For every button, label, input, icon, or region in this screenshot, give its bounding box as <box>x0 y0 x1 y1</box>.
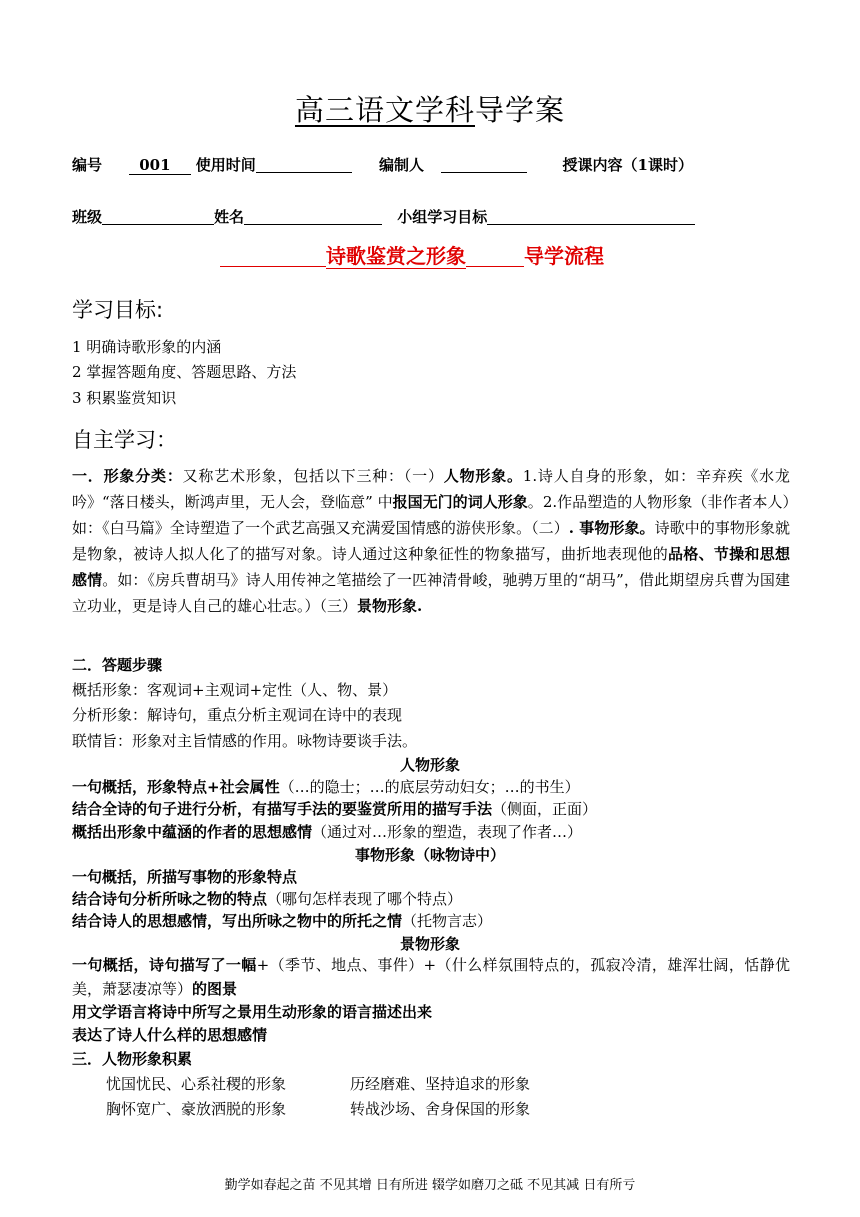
goals-heading: 学习目标: <box>72 298 164 322</box>
scene-heading: 景物形象 <box>399 935 460 953</box>
name-label: 姓名 <box>214 208 245 226</box>
text-run: 结合诗人的思想感情，写出所咏之物中的所托之情 <box>72 912 403 930</box>
step-item: 联情旨：形象对主旨情感的作用。咏物诗要谈手法。 <box>72 732 418 750</box>
text-run: 结合全诗的句子进行分析，有描写手法的要鉴赏所用的描写手法 <box>72 800 493 818</box>
emphasis: 品格、节操和思想感情 <box>72 545 790 589</box>
flow-title <box>220 240 604 269</box>
title-underlined: 高三语文学科 <box>294 93 475 127</box>
text-run: 一句概括，诗句描写了一幅 <box>72 956 257 974</box>
accum-item: 胸怀宽广、豪放洒脱的形象 <box>106 1100 287 1118</box>
title-rest: 导学案 <box>475 93 566 127</box>
text-run: 。如：《房兵曹胡马》诗人用传神之笔描绘了一匹神清骨峻，驰骋万里的“胡马”，借此期望房兵曹为国建立功业，更是诗人自己的雄心壮志。）（三） <box>72 571 790 615</box>
scene-line: 用文学语言将诗中所写之景用生动形象的语言描述出来 <box>72 1003 433 1021</box>
flow-blank <box>220 246 326 267</box>
text-run: 结合诗句分析所咏之物的特点 <box>72 890 268 908</box>
page-title <box>0 88 860 129</box>
classification-label: 一．形象分类： <box>72 467 183 485</box>
scene-image-term: 景物形象. <box>357 597 423 615</box>
thing-line: 一句概括，所描写事物的形象特点 <box>72 868 298 886</box>
time-blank <box>256 156 352 173</box>
thing-heading: 事物形象（咏物诗中） <box>354 846 505 864</box>
text-run: （托物言志） <box>402 912 493 930</box>
text-run: 一句概括，形象特点+社会属性 <box>72 778 280 796</box>
text-run: 1.诗人自身的形象，如：辛弃疾《水龙吟》“落日楼头，断鸿声里，无人会，登临意” 中 <box>72 467 790 511</box>
time-label: 使用时间 <box>195 156 256 174</box>
no-label: 编号 <box>72 156 103 174</box>
person-line <box>72 777 580 797</box>
goal-item: 2 掌握答题角度、答题思路、方法 <box>72 363 297 381</box>
class-label: 班级 <box>72 208 103 226</box>
emphasis: 报国无门的词人形象 <box>392 493 528 511</box>
text-run: 的图景 <box>192 980 238 998</box>
no-value: 001 <box>129 156 190 175</box>
editor-label: 编制人 <box>379 156 425 174</box>
person-line <box>72 799 597 819</box>
accum-item: 忧国忧民、心系社稷的形象 <box>106 1075 287 1093</box>
flow-blank-2 <box>466 246 524 267</box>
text-run: 概括出形象中蕴涵的作者的思想感情 <box>72 823 313 841</box>
text-run: （侧面，正面） <box>492 800 598 818</box>
text-run: 诗歌中的事物形象就是物象，被诗人拟人化了的描写对象。诗人通过这种象征性的物象描写，曲折地表现他的 <box>72 519 790 563</box>
steps-heading: 二．答题步骤 <box>72 656 163 674</box>
name-blank <box>244 208 382 225</box>
goal-item: 3 积累鉴赏知识 <box>72 389 177 407</box>
goal-item: 1 明确诗歌形象的内涵 <box>72 338 222 356</box>
person-line <box>72 822 582 842</box>
person-image-term: 人物形象。 <box>443 467 523 485</box>
accum-heading: 三．人物形象积累 <box>72 1050 193 1068</box>
text-run: （…的隐士；…的底层劳动妇女；…的书生） <box>279 778 580 796</box>
scene-line: 表达了诗人什么样的思想感情 <box>72 1026 268 1044</box>
header-row-2 <box>72 206 695 227</box>
header-row-1 <box>72 154 693 175</box>
text-run: +（季节、地点、事件）+（什么样氛围特点的，孤寂冷清，雄浑壮阔，恬静优美，萧瑟凄凉等） <box>72 956 790 998</box>
flow-topic: 诗歌鉴赏之形象 <box>326 244 466 268</box>
accum-item: 历经磨难、坚持追求的形象 <box>350 1075 531 1093</box>
content-label: 授课内容（1课时） <box>562 156 693 174</box>
flow-suffix: 导学流程 <box>524 244 604 268</box>
text-run: 。2.作品塑造的人物形象（非作者本人）如：《白马篇》全诗塑造了一个武艺高强又充满爱国情感的游侠形象。（二） <box>72 493 790 537</box>
editor-blank <box>441 156 527 173</box>
thing-line <box>72 911 492 931</box>
group-label: 小组学习目标 <box>397 208 488 226</box>
classification-paragraph <box>72 463 790 619</box>
self-study-heading: 自主学习： <box>72 428 177 452</box>
text-run: （哪句怎样表现了哪个特点） <box>267 890 463 908</box>
person-heading: 人物形象 <box>399 756 460 774</box>
class-blank <box>102 208 214 225</box>
page-footer-motto: 勤学如春起之苗 不见其增 日有所进 辍学如磨刀之砥 不见其减 日有所亏 <box>224 1178 636 1193</box>
step-item: 概括形象：客观词+主观词+定性（人、物、景） <box>72 681 398 699</box>
group-blank <box>487 208 695 225</box>
text-run: （通过对…形象的塑造，表现了作者…） <box>312 823 583 841</box>
thing-image-term: . 事物形象。 <box>568 519 655 537</box>
text-run: 又称艺术形象，包括以下三种：（一） <box>182 467 444 485</box>
step-item: 分析形象：解诗句，重点分析主观词在诗中的表现 <box>72 706 403 724</box>
accum-item: 转战沙场、舍身保国的形象 <box>350 1100 531 1118</box>
scene-line <box>72 953 790 1001</box>
thing-line <box>72 889 462 909</box>
